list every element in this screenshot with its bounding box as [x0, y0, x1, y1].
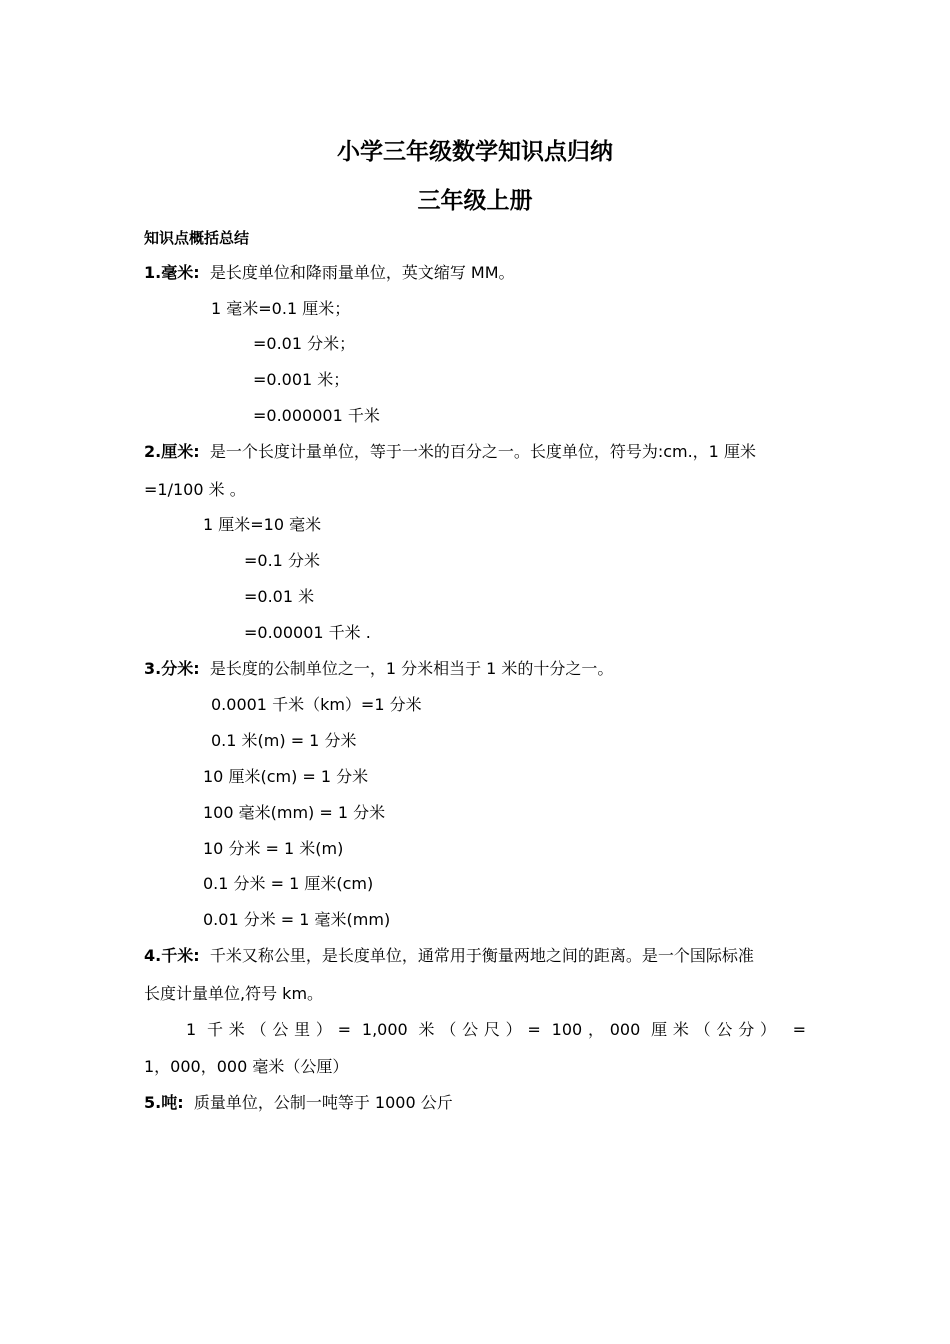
item-colon: : — [177, 1093, 184, 1112]
item-2-heading — [144, 441, 756, 463]
conversion-line: 0.0001 千米（km）=1 分米 — [211, 695, 422, 714]
item-description: 是长度的公制单位之一，1 分米相当于 1 米的十分之一。 — [209, 659, 614, 678]
conversion-line: =0.00001 千米 . — [244, 623, 371, 642]
item-description-cont: 长度计量单位,符号 km。 — [144, 984, 324, 1003]
conversion-line: 0.01 分米 = 1 毫米(mm) — [203, 910, 391, 929]
conversion-line: 10 分米 = 1 米(m) — [203, 839, 344, 858]
conversion-line: =0.01 分米； — [253, 334, 356, 353]
item-colon: : — [193, 946, 200, 965]
item-description: 质量单位，公制一吨等于 1000 公斤 — [193, 1093, 453, 1112]
item-number: 4. — [144, 946, 162, 965]
item-number: 2. — [144, 442, 162, 461]
item-4-heading — [144, 945, 754, 967]
conversion-line: =0.1 分米 — [244, 551, 320, 570]
conversion-line: 1 厘米=10 毫米 — [203, 515, 322, 534]
item-term: 厘米 — [161, 442, 194, 461]
item-term: 千米 — [161, 946, 194, 965]
page-title: 小学三年级数学知识点归纳 — [337, 139, 613, 165]
item-term: 毫米 — [161, 263, 194, 282]
item-number: 3. — [144, 659, 162, 678]
item-5-heading — [144, 1092, 453, 1114]
conversion-line: 0.1 分米 = 1 厘米(cm) — [203, 874, 374, 893]
item-colon: : — [193, 263, 200, 282]
conversion-line: =0.000001 千米 — [253, 406, 380, 425]
item-term: 吨 — [161, 1093, 178, 1112]
conversion-line: =0.001 米； — [253, 370, 350, 389]
item-3-heading — [144, 658, 613, 680]
item-description: 是长度单位和降雨量单位，英文缩写 MM。 — [209, 263, 515, 282]
item-colon: : — [193, 659, 200, 678]
conversion-line: 0.1 米(m) = 1 分米 — [211, 731, 357, 750]
conversion-line: 10 厘米(cm) = 1 分米 — [203, 767, 369, 786]
item-term: 分米 — [161, 659, 194, 678]
item-description: 千米又称公里，是长度单位，通常用于衡量两地之间的距离。是一个国际标准 — [209, 946, 754, 965]
conversion-line: 1 毫米=0.1 厘米； — [211, 299, 351, 318]
item-colon: : — [193, 442, 200, 461]
conversion-line: 1 千米（公里）= 1,000 米（公尺）= 100，000 厘米（公分） = — [186, 1020, 806, 1039]
conversion-line: =0.01 米 — [244, 587, 315, 606]
item-description-cont: =1/100 米 。 — [144, 480, 246, 499]
item-number: 5. — [144, 1093, 162, 1112]
section-heading: 知识点概括总结 — [144, 229, 250, 247]
conversion-line: 100 毫米(mm) = 1 分米 — [203, 803, 386, 822]
conversion-line: 1，000，000 毫米（公厘） — [144, 1057, 349, 1076]
item-description: 是一个长度计量单位，等于一米的百分之一。长度单位，符号为:cm.，1 厘米 — [209, 442, 756, 461]
item-number: 1. — [144, 263, 162, 282]
item-1-heading — [144, 262, 515, 284]
page-subtitle: 三年级上册 — [417, 188, 533, 214]
